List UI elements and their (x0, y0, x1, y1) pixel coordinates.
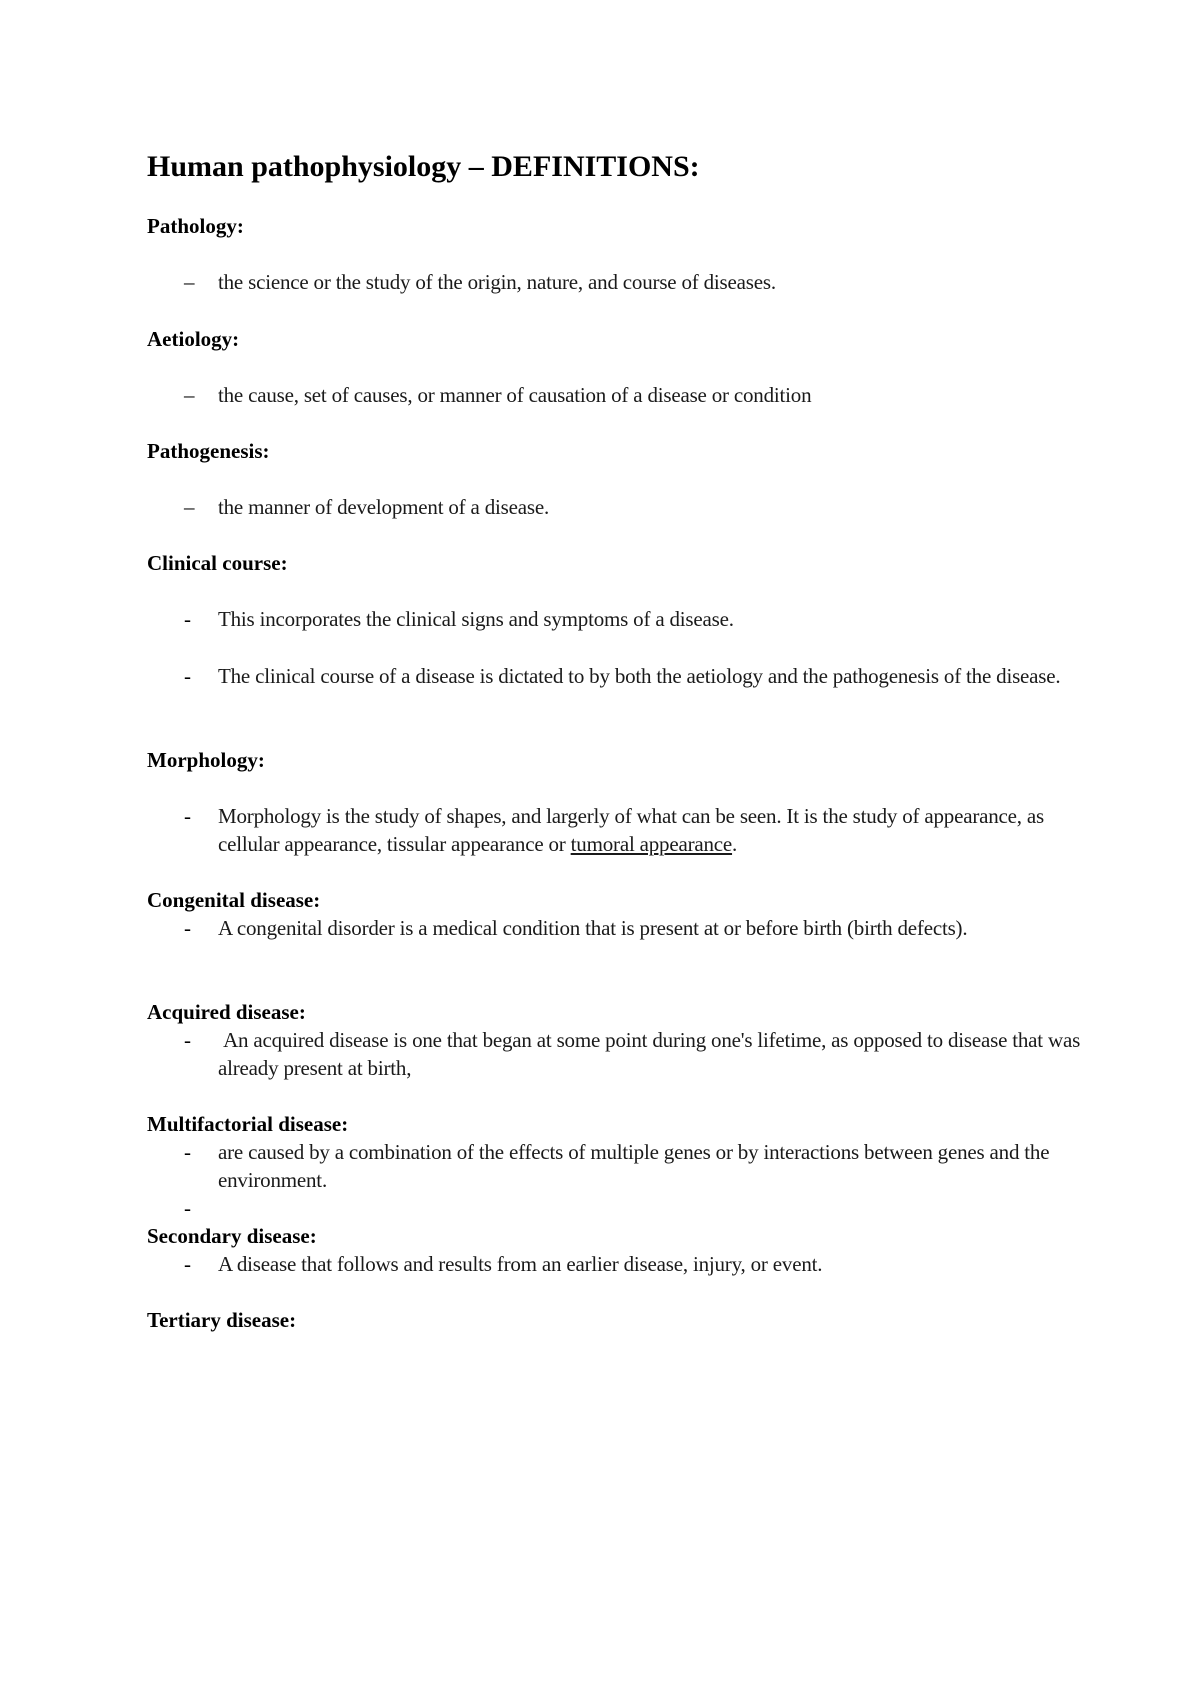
bullet-dash: - (184, 1196, 191, 1220)
definition-text-tail: . (732, 832, 738, 856)
heading-pathology: Pathology: (147, 214, 244, 238)
definition-text: An acquired disease is one that began at some point during one's lifetime, as opposed to disease that was already present at birth, (218, 1028, 1086, 1080)
bullet-dash: - (184, 607, 191, 631)
definition-text-main: Morphology is the study of shapes, and largerly of what can be seen. It is the study of appearance, as cellular appearance, tissular appearance or (218, 804, 1044, 856)
tumoral-appearance-link[interactable]: tumoral appearance (570, 832, 733, 856)
definition-text: The clinical course of a disease is dictated to by both the aetiology and the pathogenesis of the disease. (218, 664, 1061, 688)
definition-text: the manner of development of a disease. (218, 495, 549, 519)
heading-morphology: Morphology: (147, 748, 265, 772)
heading-acquired-disease: Acquired disease: (147, 1000, 306, 1024)
heading-secondary-disease: Secondary disease: (147, 1224, 317, 1248)
definition-text: A congenital disorder is a medical condition that is present at or before birth (birth defects). (218, 916, 968, 940)
definition-text (218, 802, 1098, 858)
bullet-dash: - (184, 916, 191, 940)
bullet-dash: - (184, 804, 191, 828)
bullet-dash: – (184, 383, 195, 407)
definition-text: the science or the study of the origin, nature, and course of diseases. (218, 270, 776, 294)
bullet-dash: – (184, 270, 195, 294)
heading-multifactorial-disease: Multifactorial disease: (147, 1112, 349, 1136)
heading-tertiary-disease: Tertiary disease: (147, 1308, 297, 1332)
bullet-dash: - (184, 1140, 191, 1164)
heading-clinical-course: Clinical course: (147, 551, 288, 575)
definition-text: the cause, set of causes, or manner of causation of a disease or condition (218, 383, 812, 407)
heading-congenital-disease: Congenital disease: (147, 888, 321, 912)
bullet-dash: - (184, 1028, 191, 1052)
heading-pathogenesis: Pathogenesis: (147, 439, 270, 463)
definition-text: A disease that follows and results from an earlier disease, injury, or event. (218, 1252, 823, 1276)
bullet-dash: - (184, 1252, 191, 1276)
heading-aetiology: Aetiology: (147, 327, 240, 351)
bullet-dash: – (184, 495, 195, 519)
definition-text: are caused by a combination of the effects of multiple genes or by interactions between genes and the environment. (218, 1140, 1050, 1192)
page-title: Human pathophysiology – DEFINITIONS: (147, 150, 700, 183)
bullet-dash: - (184, 664, 191, 688)
definition-text: This incorporates the clinical signs and symptoms of a disease. (218, 607, 734, 631)
